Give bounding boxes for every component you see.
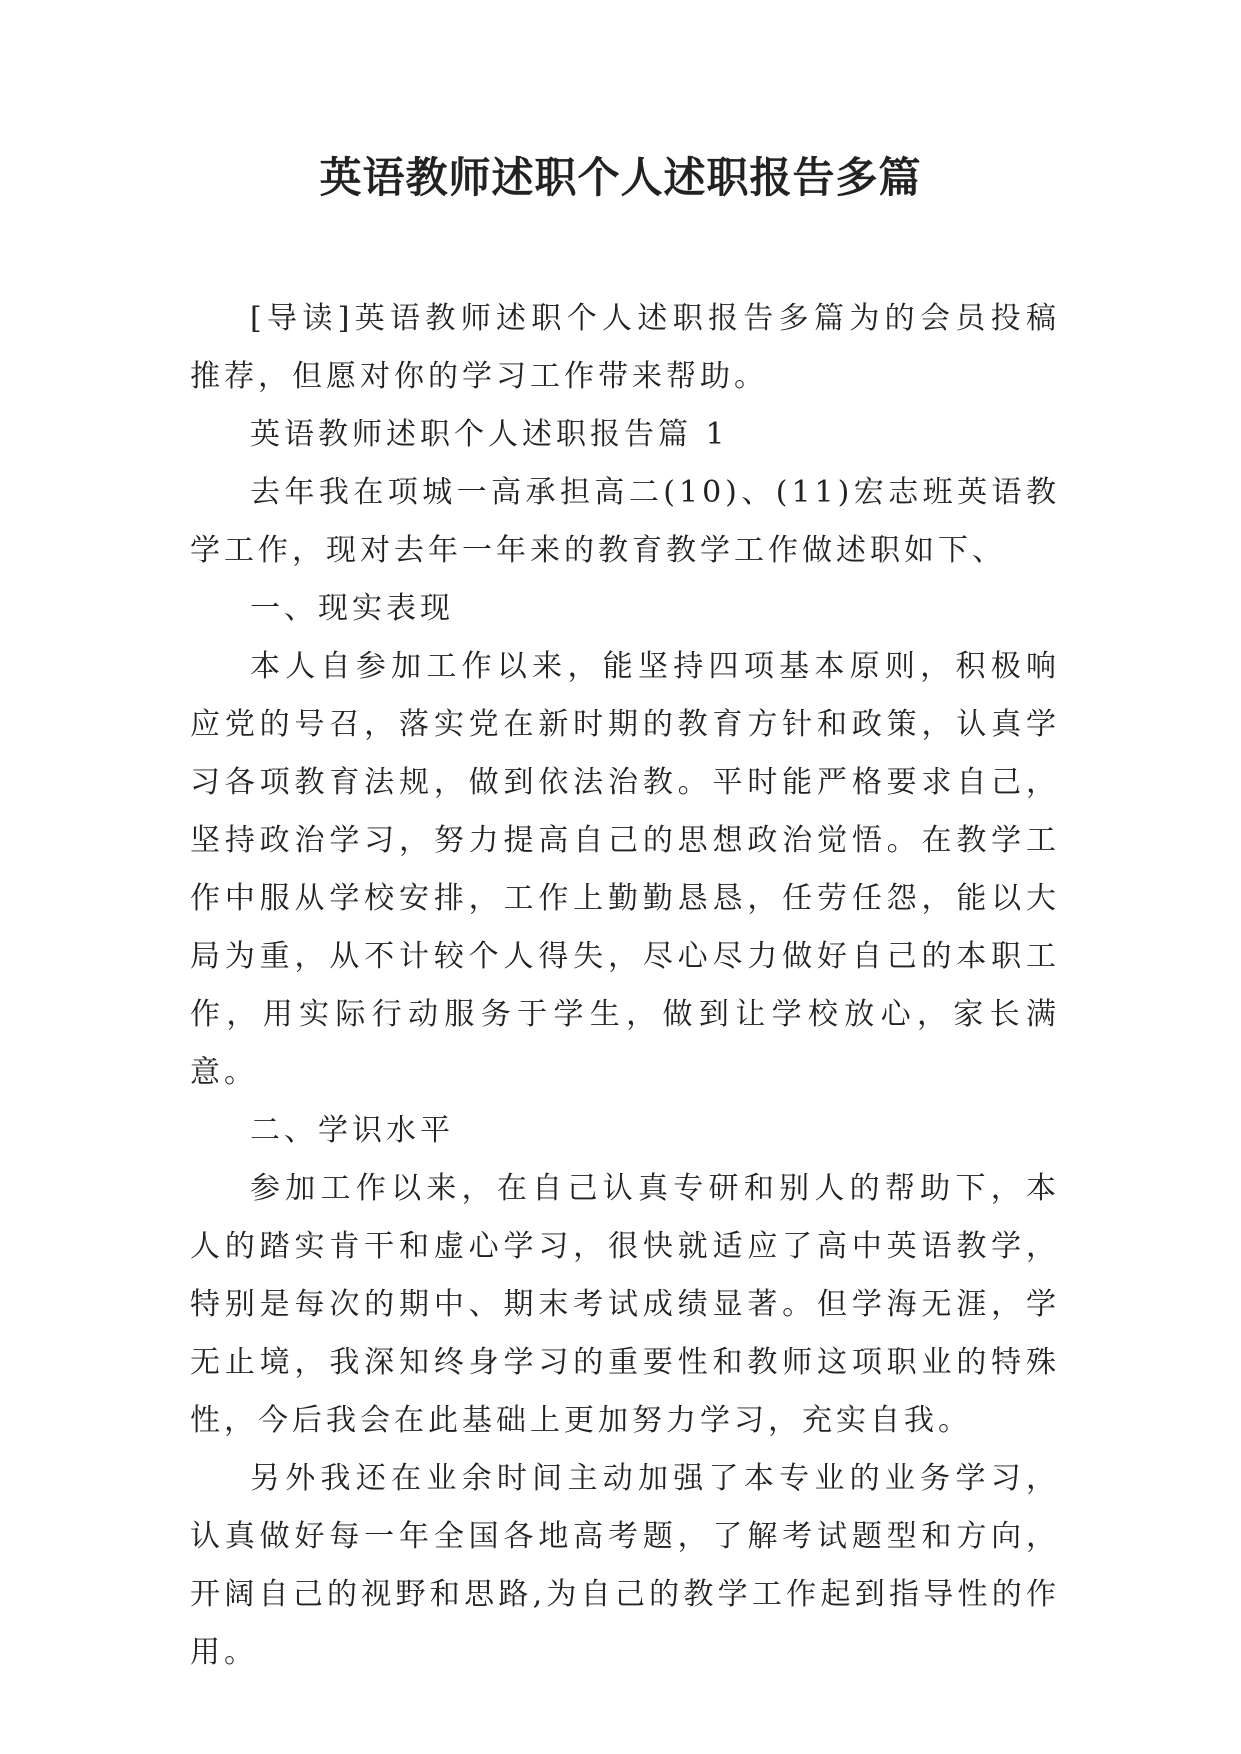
body-paragraph: 本人自参加工作以来，能坚持四项基本原则，积极响应党的号召，落实党在新时期的教育方针和政策，认真学习各项教育法规，做到依法治教。平时能严格要求自己，坚持政治学习，努力提高自己的思想政治觉悟。在教学工作中服从学校安排，工作上勤勤恳恳，任劳任怨，能以大局为重，从不计较个人得失，尽心尽力做好自己的本职工作，用实际行动服务于学生，做到让学校放心，家长满意。 — [190, 649, 1060, 1090]
body-paragraph: 参加工作以来，在自己认真专研和别人的帮助下，本人的踏实肯干和虚心学习，很快就适应了高中英语教学，特别是每次的期中、期末考试成绩显著。但学海无涯，学无止境，我深知终身学习的重要性和教师这项职业的特殊性，今后我会在此基础上更加努力学习，充实自我。 — [190, 1171, 1060, 1438]
body-paragraph: 另外我还在业余时间主动加强了本专业的业务学习，认真做好每一年全国各地高考题，了解考试题型和方向，开阔自己的视野和思路,为自己的教学工作起到指导性的作用。 — [190, 1461, 1060, 1670]
intro-paragraph: [导读]英语教师述职个人述职报告多篇为的会员投稿推荐，但愿对你的学习工作带来帮助。 — [190, 301, 1060, 394]
document-body — [190, 290, 1060, 1682]
document-title: 英语教师述职个人述职报告多篇 — [319, 153, 922, 202]
body-paragraph: 去年我在项城一高承担高二(10)、(11)宏志班英语教学工作，现对去年一年来的教育教学工作做述职如下、 — [190, 475, 1060, 568]
subsection-heading: 二、学识水平 — [250, 1113, 454, 1148]
section-heading: 英语教师述职个人述职报告篇 1 — [250, 417, 729, 452]
subsection-heading: 一、现实表现 — [250, 591, 454, 626]
